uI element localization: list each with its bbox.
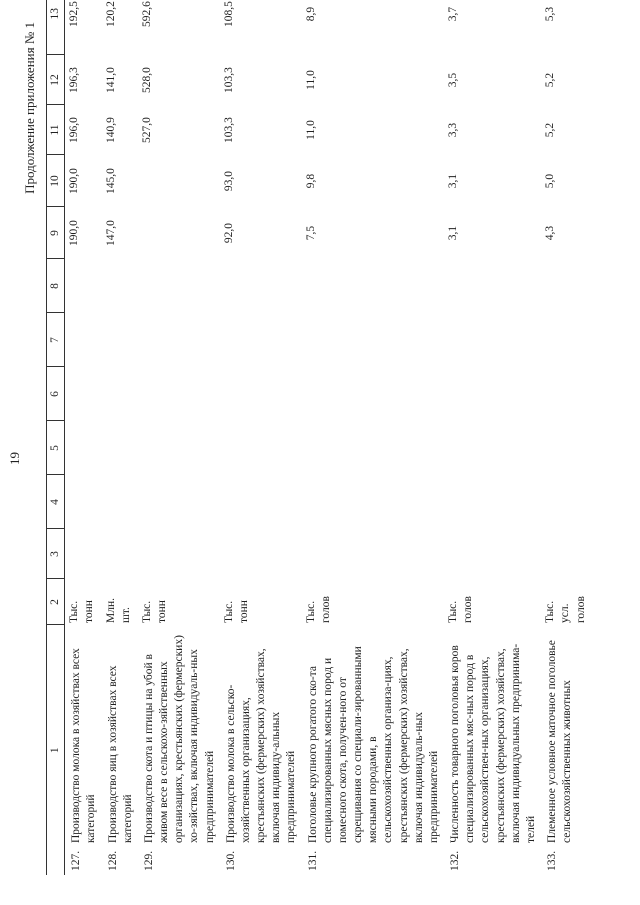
table-row <box>65 0 102 875</box>
value-cell <box>138 529 220 579</box>
value-cell <box>65 529 102 579</box>
value-cell <box>138 421 220 475</box>
table-row <box>302 0 445 875</box>
value-cell <box>444 313 541 367</box>
table-row <box>102 0 138 875</box>
value-cell <box>65 313 102 367</box>
value-cell <box>102 313 138 367</box>
value-cell <box>541 313 590 367</box>
header-cell: 8 <box>47 259 65 313</box>
indicator-cell <box>102 625 138 875</box>
table-body <box>65 0 590 875</box>
value-cell <box>302 367 445 421</box>
table-row <box>220 0 302 875</box>
header-cell: 10 <box>47 155 65 207</box>
value-cell: 3,1 <box>447 173 460 189</box>
value-cell <box>541 421 590 475</box>
value-cell <box>541 475 590 529</box>
value-cell <box>302 313 445 367</box>
indicator-cell <box>444 625 541 875</box>
value-cell: 141,0 <box>104 67 117 93</box>
value-cell <box>302 529 445 579</box>
value-cell: 527,0 <box>140 117 153 143</box>
value-cell <box>444 529 541 579</box>
header-cell: 12 <box>47 55 65 105</box>
value-cell <box>302 475 445 529</box>
indicator-name: Производство яиц в хозяйствах всех категорий <box>106 665 134 843</box>
value-cell <box>302 259 445 313</box>
unit-cell: Тыс. тонн <box>222 600 250 623</box>
value-cell: 92,0 <box>222 222 235 244</box>
value-cell: 11,0 <box>304 120 317 140</box>
value-cell <box>541 367 590 421</box>
header-cell: 7 <box>47 313 65 367</box>
value-cell <box>138 475 220 529</box>
value-cell <box>65 421 102 475</box>
value-cell: 11,0 <box>304 70 317 90</box>
row-number: 127. <box>70 850 83 871</box>
value-cell <box>138 313 220 367</box>
value-cell <box>65 259 102 313</box>
value-cell <box>138 207 220 259</box>
value-cell: 93,0 <box>222 170 235 192</box>
indicator-cell <box>541 625 590 875</box>
value-cell <box>444 421 541 475</box>
table-row <box>138 0 220 875</box>
value-cell <box>444 475 541 529</box>
header-cell: 5 <box>47 421 65 475</box>
value-cell: 145,0 <box>104 168 117 194</box>
header-cell: 9 <box>47 207 65 259</box>
value-cell: 5,3 <box>544 6 557 22</box>
unit-cell: Тыс. голов <box>304 596 332 623</box>
row-number: 128. <box>106 850 119 871</box>
header-cell: 4 <box>47 475 65 529</box>
row-number: 133. <box>546 850 559 871</box>
value-cell: 196,3 <box>68 67 81 93</box>
row-number: 129. <box>142 850 155 871</box>
value-cell <box>444 367 541 421</box>
value-cell <box>220 367 302 421</box>
indicator-cell <box>220 625 302 875</box>
table-row <box>444 0 541 875</box>
header-cell: 3 <box>47 529 65 579</box>
unit-cell: Тыс. тонн <box>68 600 96 623</box>
value-cell <box>102 421 138 475</box>
value-cell <box>65 475 102 529</box>
value-cell: 190,0 <box>68 220 81 246</box>
value-cell <box>220 259 302 313</box>
value-cell <box>220 421 302 475</box>
indicator-name: Племенное условное маточное поголовье сельскохозяйственных животных <box>546 640 574 843</box>
value-cell <box>65 367 102 421</box>
value-cell: 9,8 <box>304 173 317 189</box>
header-cell: 11 <box>47 105 65 155</box>
value-cell: 190,0 <box>68 168 81 194</box>
page-number: 19 <box>7 452 22 465</box>
unit-cell: Тыс. тонн <box>140 600 169 623</box>
header-cell: 2 <box>47 579 65 625</box>
indicator-name: Численность товарного поголовья коров специализированных мяс-ных пород в сельскохозяйствен-ных организациях, крестьянских (фермерских) хозяйствах, включая индивидуальных предпринима-телей <box>449 643 537 843</box>
indicator-name: Производство молока в хозяйствах всех категорий <box>70 648 98 843</box>
value-cell <box>220 475 302 529</box>
header-cell: 13 <box>47 0 65 55</box>
value-cell: 147,0 <box>104 220 117 246</box>
value-cell: 3,7 <box>447 6 460 22</box>
header-cell: 1 <box>47 625 65 875</box>
indicator-name: Производство молока в сельско-хозяйственных организациях, крестьянских (фермерских) хозяйствах, включая индивиду-альных предпринимателей <box>224 648 298 843</box>
indicator-cell <box>65 625 102 875</box>
value-cell <box>220 529 302 579</box>
value-cell: 7,5 <box>304 225 317 241</box>
value-cell: 3,5 <box>447 72 460 88</box>
value-cell <box>541 529 590 579</box>
indicator-name: Производство скота и птицы на убой в живом весе в сельскохо-зяйственных организациях, крестьянских (фермерских) хо-зяйствах, включая индивидуаль-ных предпринимателей <box>142 635 216 843</box>
unit-cell: Тыс. усл. голов <box>544 596 587 623</box>
value-cell: 108,5 <box>222 1 235 27</box>
value-cell: 5,0 <box>544 173 557 189</box>
value-cell: 120,2 <box>104 1 117 27</box>
indicator-table <box>46 0 590 875</box>
value-cell <box>444 259 541 313</box>
value-cell: 4,3 <box>544 225 557 241</box>
value-cell: 196,0 <box>68 117 81 143</box>
value-cell <box>102 259 138 313</box>
continuation-label: Продолжение приложения № 1 <box>22 22 37 194</box>
row-number: 132. <box>449 850 462 871</box>
value-cell: 103,3 <box>222 67 235 93</box>
value-cell: 3,1 <box>447 225 460 241</box>
value-cell <box>102 475 138 529</box>
value-cell: 5,2 <box>544 122 557 138</box>
value-cell <box>138 155 220 207</box>
unit-cell: Млн. шт. <box>104 598 132 623</box>
table-row <box>541 0 590 875</box>
header-row <box>47 0 65 875</box>
indicator-name: Поголовье крупного рогатого ско-та специализированных мясных пород и помесного скота, получен-ного от скрещивания со специали-зированными мясными породами, в сельскохозяйственных организа-циях, крестьянских (фермерских) хозяйствах, включая индивидуаль-ных предпринимателей <box>306 646 440 843</box>
value-cell: 592,6 <box>140 1 153 27</box>
unit-cell: Тыс. голов <box>447 596 475 623</box>
value-cell <box>102 367 138 421</box>
value-cell: 140,9 <box>104 117 117 143</box>
header-cell: 6 <box>47 367 65 421</box>
indicator-cell <box>138 625 220 875</box>
value-cell: 3,3 <box>447 122 460 138</box>
value-cell <box>102 529 138 579</box>
value-cell: 5,2 <box>544 72 557 88</box>
value-cell: 528,0 <box>140 67 153 93</box>
value-cell: 103,3 <box>222 117 235 143</box>
indicator-cell <box>302 625 445 875</box>
value-cell <box>220 313 302 367</box>
value-cell: 192,5 <box>68 1 81 27</box>
value-cell: 8,9 <box>304 6 317 22</box>
row-number: 130. <box>224 850 237 871</box>
value-cell <box>541 259 590 313</box>
value-cell <box>138 259 220 313</box>
value-cell <box>302 421 445 475</box>
value-cell <box>138 367 220 421</box>
row-number: 131. <box>306 850 319 871</box>
